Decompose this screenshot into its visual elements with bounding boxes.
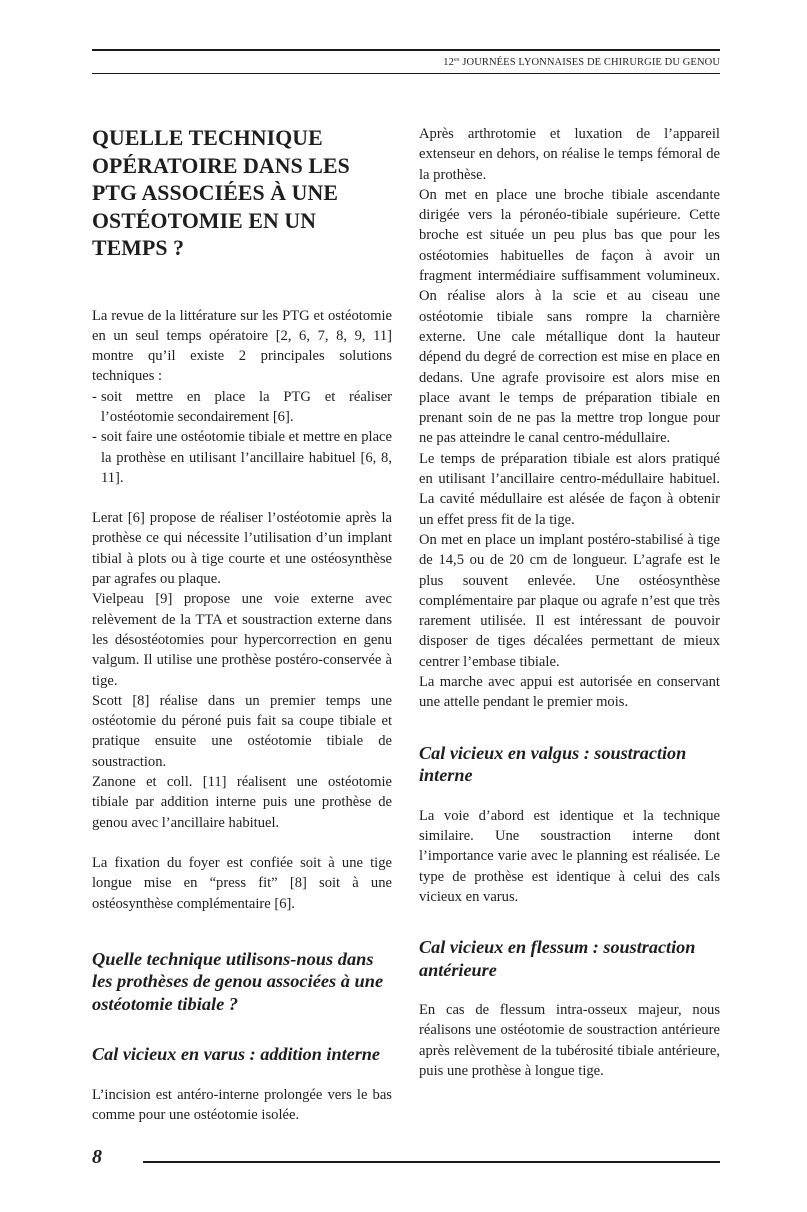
header-number: 12: [443, 57, 454, 68]
paragraph-valgus: La voie d’abord est identique et la technique similaire. Une soustraction interne dont l’importance varie avec le planning est réalisée. Le type de prothèse est identique à celui des cals vicieux en varus.: [419, 807, 720, 905]
footer-rule: [143, 1161, 720, 1163]
section-heading-valgus: Cal vicieux en valgus : soustraction interne: [419, 742, 687, 786]
section-heading-varus: Cal vicieux en varus : addition interne: [92, 1044, 380, 1065]
left-column: [92, 124, 392, 1125]
paragraph-zanone: Zanone et coll. [11] réalisent une ostéotomie tibiale par addition interne puis une prothèse de genou avec l’ancillaire habituel.: [92, 774, 392, 831]
paragraph-marche: La marche avec appui est autorisée en conservant une attelle pendant le premier mois.: [419, 674, 720, 711]
list-item: - soit faire une ostéotomie tibiale et mettre en place la prothèse en utilisant l’ancillaire habituel [6, 8, 11].: [92, 427, 392, 488]
page-number: 8: [92, 1146, 102, 1168]
paragraph-broche: On met en place une broche tibiale ascendante dirigée vers la péronéo-tibiale supérieure. Cette broche est située un peu plus bas que pour les ostéotomies habituelles de façon à avoir un fragment intermédiaire suffisamment volumineux. On réalise alors à la scie et au ciseau une ostéotomie tibiale sans rompre la charnière externe. Une cale métallique dont la hauteur dépend du degré de correction est mise en place en dedans. Une agrafe provisoire est alors mise en place avant le temps de préparation tibiale en prenant soin de ne pas la mettre trop longue pour ne pas atteindre le canal centro-médullaire.: [419, 186, 720, 447]
header-top-rule: [92, 49, 720, 51]
paragraph-vielpeau: Vielpeau [9] propose une voie externe avec relèvement de la TTA et soustraction externe dans les désostéotomies pour hypercorrection en genu valgum. Il utilise une prothèse postéro-conservée à tige.: [92, 591, 392, 689]
page-title: QUELLE TECHNIQUE OPÉRATOIRE DANS LES PTG ASSOCIÉES À UNE OSTÉOTOMIE EN UN TEMPS ?: [92, 126, 350, 260]
paragraph-lerat: Lerat [6] propose de réaliser l’ostéotomie après la prothèse ce qui nécessite l’utilisation d’un implant tibial à plots ou à tige courte et une ostéosynthèse par agrafes ou plaque.: [92, 510, 392, 588]
paragraph-arthrotomie: Après arthrotomie et luxation de l’appareil extenseur en dehors, on réalise le temps fémoral de la prothèse.: [419, 126, 720, 183]
list-item: - soit mettre en place la PTG et réaliser l’ostéotomie secondairement [6].: [92, 387, 392, 428]
header-suffix: es: [453, 56, 460, 63]
paragraph-flessum: En cas de flessum intra-osseux majeur, nous réalisons une ostéotomie de soustraction antérieure après relèvement de la tubérosité tibiale antérieure, puis une prothèse à longue tige.: [419, 1002, 720, 1079]
paragraph-incision: L’incision est antéro-interne prolongée vers le bas comme pour une ostéotomie isolée.: [92, 1086, 392, 1124]
header-title: JOURNÉES LYONNAISES DE CHIRURGIE DU GENOU: [462, 57, 720, 68]
running-header: [380, 56, 720, 68]
technique-list: [92, 387, 392, 488]
right-column: [419, 124, 720, 1081]
paragraph-preparation: Le temps de préparation tibiale est alors pratiqué en utilisant l’ancillaire centro-médullaire habituel. La cavité médullaire est alésée de façon à obtenir un effet press fit de la tige.: [419, 450, 720, 528]
section-heading-flessum: Cal vicieux en flessum : soustraction antérieure: [419, 937, 696, 980]
paragraph-scott: Scott [8] réalise dans un premier temps une ostéotomie du péroné puis fait sa coupe tibiale et pratique ensuite une ostéotomie tibiale de soustraction.: [92, 692, 392, 770]
intro-paragraph: La revue de la littérature sur les PTG et ostéotomie en un seul temps opératoire [2, 6, 7, 8, 9, 11] montre qu’il existe 2 principales solutions techniques :: [92, 307, 392, 385]
section-subtitle: Quelle technique utilisons-nous dans les prothèses de genou associées à une ostéotomie tibiale ?: [92, 948, 384, 1014]
header-bottom-rule: [92, 73, 720, 74]
paragraph-fixation: La fixation du foyer est confiée soit à une tige longue mise en “press fit” [8] soit à une ostéosynthèse complémentaire [6].: [92, 854, 392, 912]
paragraph-implant: On met en place un implant postéro-stabilisé à tige de 14,5 ou de 20 cm de longueur. L’agrafe est le plus souvent enlevée. Une ostéosynthèse complémentaire par plaque ou agrafe n’est que très rarement utilisée. Il est intéressant de pouvoir disposer de tiges décalées permettant de mieux centrer l’embase tibiale.: [419, 531, 720, 670]
